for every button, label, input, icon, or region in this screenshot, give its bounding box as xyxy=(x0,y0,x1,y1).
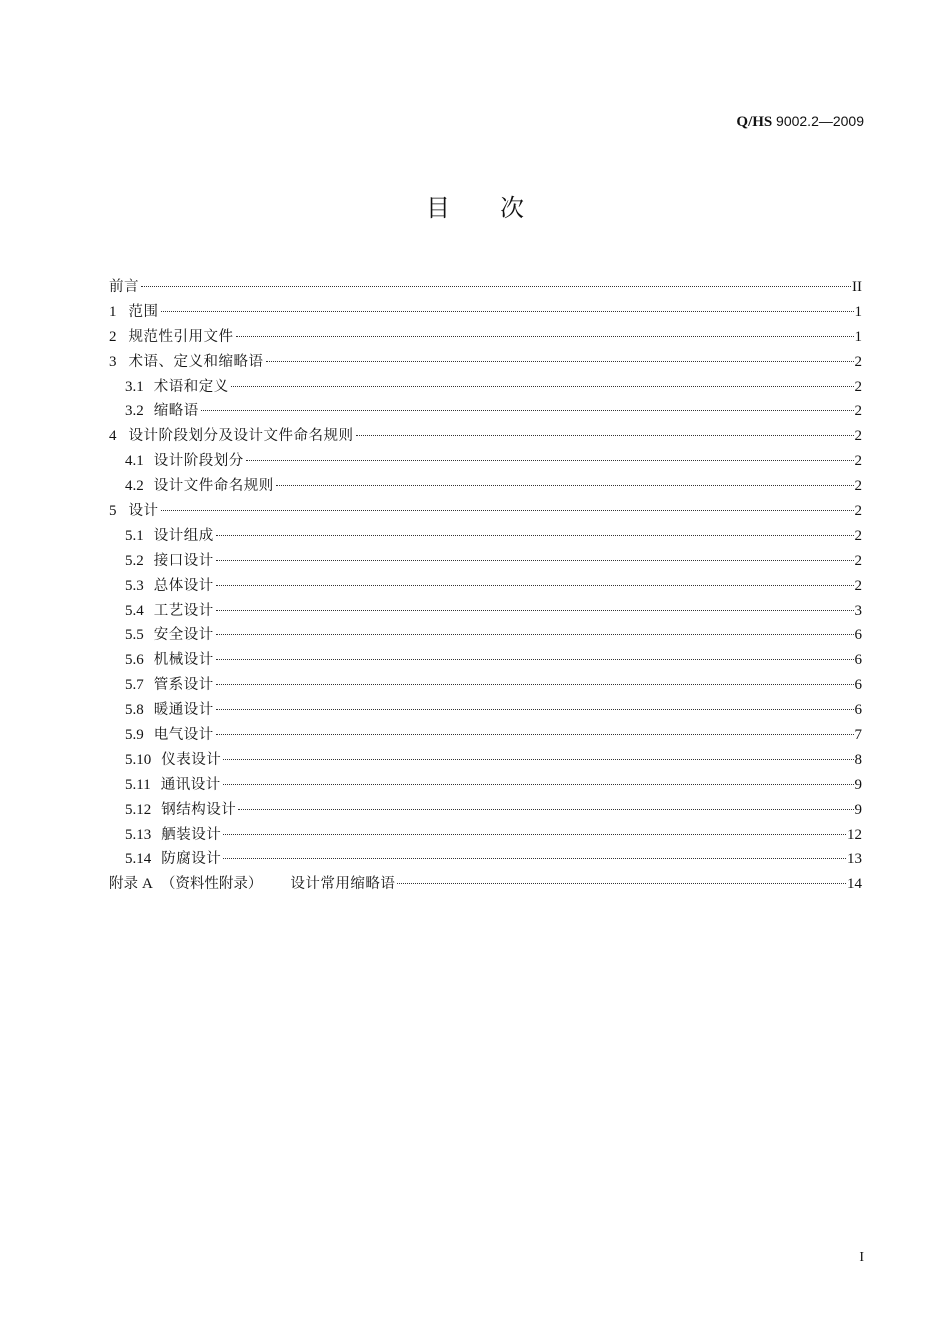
toc-entry-number: 4 xyxy=(109,428,117,445)
toc-entry-page: 2 xyxy=(854,428,862,445)
toc-entry-number: 2 xyxy=(109,328,117,345)
page-title-char-1: 目 xyxy=(426,194,450,222)
toc-entry-text: 前言 xyxy=(109,279,139,295)
toc-entry-text: 通讯设计 xyxy=(160,776,221,793)
toc-leader-dots xyxy=(141,286,851,287)
toc-leader-dots xyxy=(223,759,853,760)
toc-entry-page: 14 xyxy=(847,876,862,893)
toc-entry-number: 5.2 xyxy=(125,552,144,569)
toc-entry-text: 设计阶段划分 xyxy=(153,453,244,470)
toc-entry-number: 1 xyxy=(109,303,117,320)
toc-entry-text: 设计 xyxy=(128,503,159,520)
toc-entry-number: 5.5 xyxy=(125,627,144,644)
toc-entry-text: 防腐设计 xyxy=(161,851,222,868)
toc-entry[interactable] xyxy=(109,399,862,424)
toc-leader-dots xyxy=(246,460,854,461)
toc-leader-dots xyxy=(216,734,854,735)
toc-entry[interactable] xyxy=(109,798,862,823)
toc-leader-dots xyxy=(216,610,854,611)
toc-entry[interactable] xyxy=(109,549,862,574)
toc-leader-dots xyxy=(397,883,846,884)
toc-entry-text: 电气设计 xyxy=(153,727,214,744)
toc-entry[interactable] xyxy=(109,648,862,673)
toc-entry[interactable] xyxy=(109,723,862,748)
toc-entry-page: 9 xyxy=(854,801,862,818)
page-title-char-2: 次 xyxy=(500,194,524,222)
standard-code-number: 9002.2—2009 xyxy=(776,113,864,129)
toc-leader-dots xyxy=(223,834,846,835)
toc-entry[interactable] xyxy=(109,599,862,624)
toc-entry-text: 设计常用缩略语 xyxy=(290,876,396,893)
toc-entry-page: 2 xyxy=(854,478,862,495)
toc-leader-dots xyxy=(216,684,854,685)
toc-entry-page: 6 xyxy=(854,677,862,694)
toc-leader-dots xyxy=(216,560,854,561)
toc-entry[interactable] xyxy=(109,499,862,524)
toc-entry-page: II xyxy=(852,279,862,295)
toc-leader-dots xyxy=(216,634,854,635)
toc-entry-text: 管系设计 xyxy=(153,677,214,694)
table-of-contents xyxy=(109,275,862,897)
toc-entry-page: 7 xyxy=(854,727,862,744)
toc-leader-dots xyxy=(356,435,854,436)
toc-entry-number: 5.9 xyxy=(125,727,144,744)
toc-leader-dots xyxy=(231,386,854,387)
toc-leader-dots xyxy=(201,410,854,411)
standard-code-prefix: Q/HS xyxy=(736,114,773,130)
toc-leader-dots xyxy=(223,784,854,785)
toc-entry-number: 5.11 xyxy=(125,776,151,793)
toc-entry-text: 钢结构设计 xyxy=(161,801,237,818)
toc-entry-number: 3.1 xyxy=(125,378,144,395)
toc-leader-dots xyxy=(236,336,854,337)
toc-entry-text: 接口设计 xyxy=(153,552,214,569)
toc-entry-page: 2 xyxy=(854,453,862,470)
toc-entry-page: 1 xyxy=(854,328,862,345)
toc-entry-number: 5.3 xyxy=(125,577,144,594)
toc-entry-number: 5.1 xyxy=(125,527,144,544)
toc-entry[interactable] xyxy=(109,474,862,499)
toc-entry-text: 术语、定义和缩略语 xyxy=(128,353,264,370)
toc-entry-page: 13 xyxy=(847,851,862,868)
standard-code xyxy=(736,113,864,131)
toc-entry-text: 术语和定义 xyxy=(153,378,229,395)
toc-entry-page: 2 xyxy=(854,552,862,569)
toc-entry-text: 范围 xyxy=(128,303,159,320)
toc-entry-page: 2 xyxy=(854,503,862,520)
toc-entry-text: 设计组成 xyxy=(153,527,214,544)
toc-entry-number: 3 xyxy=(109,353,117,370)
toc-entry-page: 2 xyxy=(854,353,862,370)
toc-entry-text: 设计文件命名规则 xyxy=(153,478,274,495)
toc-entry-number: 5.6 xyxy=(125,652,144,669)
toc-entry-text: 安全设计 xyxy=(153,627,214,644)
toc-entry-number: 5.10 xyxy=(125,751,152,768)
toc-entry-text: 缩略语 xyxy=(153,403,199,420)
toc-entry[interactable] xyxy=(109,748,862,773)
toc-entry-number: 5.7 xyxy=(125,677,144,694)
toc-entry-text: 仪表设计 xyxy=(161,751,222,768)
page-number: I xyxy=(859,1250,864,1265)
toc-entry[interactable] xyxy=(109,673,862,698)
toc-entry[interactable] xyxy=(109,449,862,474)
toc-leader-dots xyxy=(216,535,854,536)
toc-entry[interactable] xyxy=(109,325,862,350)
toc-leader-dots xyxy=(266,361,854,362)
toc-leader-dots xyxy=(223,858,846,859)
toc-entry[interactable] xyxy=(109,847,862,872)
page-title xyxy=(0,188,950,223)
toc-entry-text: 暖通设计 xyxy=(153,702,214,719)
toc-entry-page: 2 xyxy=(854,403,862,420)
toc-entry-page: 6 xyxy=(854,627,862,644)
toc-entry-number: 3.2 xyxy=(125,403,144,420)
toc-entry-number: 5.14 xyxy=(125,851,152,868)
toc-entry-number: 5.13 xyxy=(125,826,152,843)
toc-entry-text: 工艺设计 xyxy=(153,602,214,619)
toc-entry[interactable] xyxy=(109,574,862,599)
toc-entry-number: 4.1 xyxy=(125,453,144,470)
toc-leader-dots xyxy=(161,510,854,511)
toc-leader-dots xyxy=(216,659,854,660)
toc-entry-page: 6 xyxy=(854,702,862,719)
toc-entry-foreword[interactable] xyxy=(109,275,862,300)
toc-entry[interactable] xyxy=(109,773,862,798)
appendix-label: 附录 xyxy=(109,876,138,893)
toc-entry-number: 5.4 xyxy=(125,602,144,619)
toc-entry[interactable] xyxy=(109,823,862,848)
toc-entry-page: 6 xyxy=(854,652,862,669)
toc-entry-appendix[interactable] xyxy=(109,872,862,897)
toc-entry-page: 1 xyxy=(854,303,862,320)
toc-entry-number: 5.12 xyxy=(125,801,152,818)
appendix-type: （资料性附录） xyxy=(160,876,263,893)
toc-entry[interactable] xyxy=(109,424,862,449)
toc-entry-text: 设计阶段划分及设计文件命名规则 xyxy=(128,428,354,445)
toc-leader-dots xyxy=(161,311,854,312)
toc-entry-page: 9 xyxy=(854,776,862,793)
appendix-letter: A xyxy=(142,876,153,893)
toc-entry-page: 2 xyxy=(854,527,862,544)
toc-entry-text: 舾装设计 xyxy=(161,826,222,843)
toc-entry-page: 12 xyxy=(847,826,862,843)
toc-leader-dots xyxy=(238,809,853,810)
toc-entry-number: 4.2 xyxy=(125,478,144,495)
toc-entry-text: 规范性引用文件 xyxy=(128,328,234,345)
toc-entry-number: 5 xyxy=(109,503,117,520)
toc-leader-dots xyxy=(216,585,854,586)
toc-entry-number: 5.8 xyxy=(125,702,144,719)
toc-leader-dots xyxy=(276,485,854,486)
toc-entry-page: 3 xyxy=(854,602,862,619)
toc-entry-page: 2 xyxy=(854,577,862,594)
toc-entry-page: 2 xyxy=(854,378,862,395)
toc-entry-text: 机械设计 xyxy=(153,652,214,669)
toc-entry[interactable] xyxy=(109,698,862,723)
toc-leader-dots xyxy=(216,709,854,710)
toc-entry-text: 总体设计 xyxy=(153,577,214,594)
toc-entry[interactable] xyxy=(109,524,862,549)
toc-entry[interactable] xyxy=(109,300,862,325)
toc-entry[interactable] xyxy=(109,375,862,400)
toc-entry-page: 8 xyxy=(854,751,862,768)
toc-entry[interactable] xyxy=(109,350,862,375)
toc-entry[interactable] xyxy=(109,623,862,648)
